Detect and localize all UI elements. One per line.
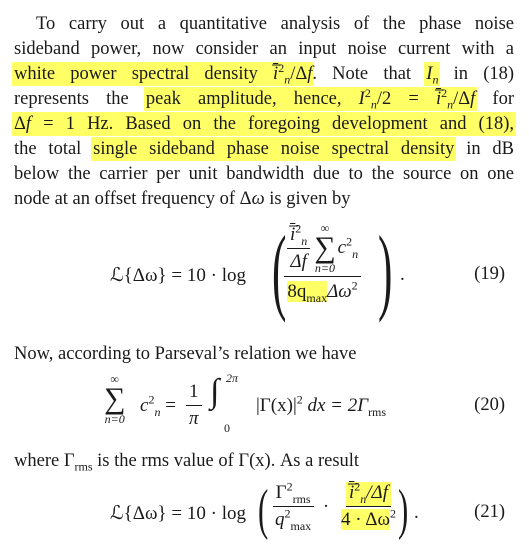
para2: Now, according to Parseval’s relation we have (14, 344, 357, 364)
highlight-ssb-psd: single sideband phase noise spectral density (93, 139, 455, 159)
equation-20: ∞ ∑ n=0 $c^2_n$ = $\frac{1}{\pi}$ ∫ 2π 0 $|\Gamma(x)|^2$ dx = $2\Gamma_{rms}$ (20) (104, 371, 505, 435)
para1-line8: node at an offset frequency of Δω is given by (14, 189, 351, 209)
para1-line2: sideband power, now consider an input noise current with a (14, 39, 514, 59)
equation-19: ℒ{Δω} = 10 · log ( $\frac{i̅^2_n}{\Delta f}$ ∞ ∑ n=0 $c^2_n$ $8q_{max}\Delta\omega^2$ ) . (19) (110, 216, 505, 323)
eq21-fraction2: $\frac{i̅^2_n/\Delta f}{4 \cdot \Delta\omega^2}$ (341, 479, 397, 530)
eq19-sum: ∞ ∑ n=0 (314, 221, 336, 275)
eq21-fraction1: $\frac{\Gamma^2_{rms}}{q^2_{max}}$ (272, 482, 314, 531)
para1-line6: the total single sideband phase noise spectral density in dB (14, 139, 515, 159)
eq20-sum: ∞ ∑ n=0 (104, 372, 126, 426)
highlight-white-psd: white power spectral density i̅$^2_n$/Δf (14, 60, 313, 87)
para3: where $\Gamma_{rms}$ is the rms value of Γ(x). As a result (14, 451, 360, 474)
para1-line7: below the carrier per unit bandwidth due to the source on one (14, 164, 514, 184)
eq20-number: (20) (474, 395, 505, 415)
equation-21: ℒ{Δω} = 10 · log ( $\frac{\Gamma^2_{rms}}{q^2_{max}}$ · $\frac{i̅^2_n/\Delta f}{4 \cdot \Delta\omega^2}$ ) . (21) (110, 479, 505, 541)
highlight-peak-amplitude: peak amplitude, hence, $I^2_n/2$ = i̅$^2_n$/Δf (145, 85, 476, 112)
highlight-In: $I_n$ (426, 64, 439, 87)
eq20-integral: ∫ 2π 0 (210, 371, 239, 435)
para1-line4: represents the peak amplitude, hence, $I^2_n/2$ = i̅$^2_n$/Δf for (14, 85, 514, 112)
para1-line5 (14, 113, 514, 135)
eq21-lhs: ℒ{Δω} = 10 · log (110, 503, 246, 524)
eq19-lhs: ℒ{Δω} = 10 · log (110, 265, 246, 286)
eq19-number: (19) (474, 264, 505, 284)
para1-line1: To carry out a quantitative analysis of the phase noise (36, 14, 514, 34)
highlight-delta-f: Δf = 1 Hz. Based on the foregoing development and (18), (14, 114, 514, 134)
eq19-fraction: $\frac{i̅^2_n}{\Delta f}$ ∞ ∑ n=0 $c^2_n$ $8q_{max}\Delta\omega^2$ (284, 222, 361, 303)
para1-line3: white power spectral density i̅$^2_n$/Δf. Note that $I_n$ in (18) (14, 60, 515, 87)
eq21-number: (21) (474, 502, 505, 522)
